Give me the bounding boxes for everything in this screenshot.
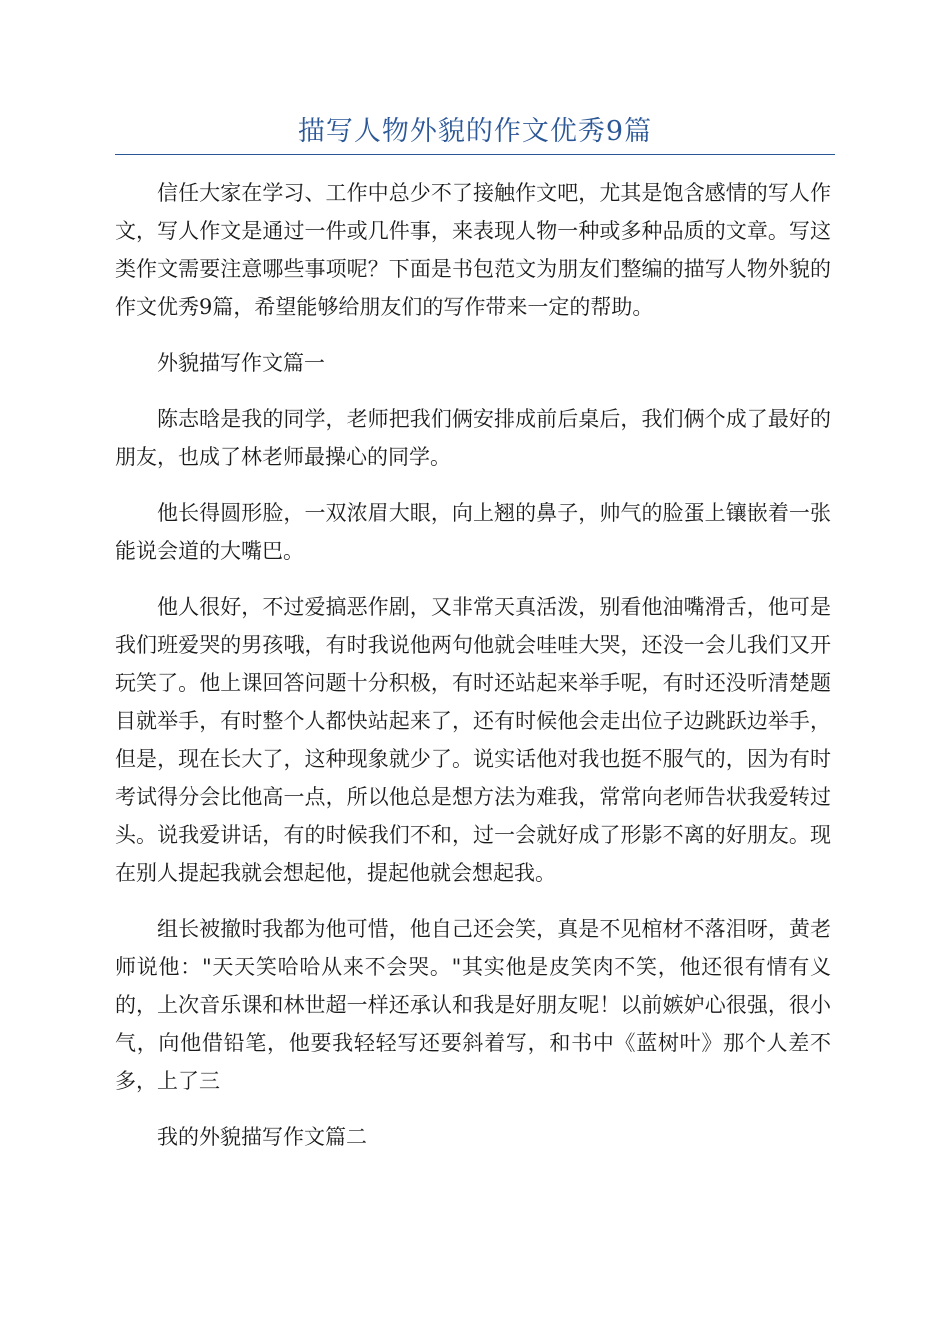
section-heading-2: 我的外貌描写作文篇二: [157, 1125, 367, 1149]
document-title: 描写人物外貌的作文优秀9篇: [297, 116, 653, 147]
body-paragraph: 他长得圆形脸，一双浓眉大眼，向上翘的鼻子，帅气的脸蛋上镶嵌着一张能说会道的大嘴巴。: [115, 501, 831, 563]
section-heading-1: 外貌描写作文篇一: [157, 351, 325, 375]
intro-paragraph: 信任大家在学习、工作中总少不了接触作文吧，尤其是饱含感情的写人作文，写人作文是通过一件或几件事，来表现人物一种或多种品质的文章。写这类作文需要注意哪些事项呢？下面是书包范文为朋友们整编的描写人物外貌的作文优秀9篇，希望能够给朋友们的写作带来一定的帮助。: [115, 181, 831, 319]
document-body: [115, 174, 831, 1174]
body-paragraph: 组长被撤时我都为他可惜，他自己还会笑，真是不见棺材不落泪呀，黄老师说他："天天笑哈哈从来不会哭。"其实他是皮笑肉不笑，他还很有情有义的，上次音乐课和林世超一样还承认和我是好朋友呢！以前嫉妒心很强，很小气，向他借铅笔，他要我轻轻写还要斜着写，和书中《蓝树叶》那个人差不多，上了三: [115, 917, 831, 1093]
title-underline: [115, 154, 835, 155]
body-paragraph: 他人很好，不过爱搞恶作剧，又非常天真活泼，别看他油嘴滑舌，他可是我们班爱哭的男孩哦，有时我说他两句他就会哇哇大哭，还没一会儿我们又开玩笑了。他上课回答问题十分积极，有时还站起来举手呢，有时还没听清楚题目就举手，有时整个人都快站起来了，还有时候他会走出位子边跳跃边举手，但是，现在长大了，这种现象就少了。说实话他对我也挺不服气的，因为有时考试得分会比他高一点，所以他总是想方法为难我，常常向老师告状我爱转过头。说我爱讲话，有的时候我们不和，过一会就好成了形影不离的好朋友。现在别人提起我就会想起他，提起他就会想起我。: [115, 595, 831, 885]
body-paragraph: 陈志晗是我的同学，老师把我们俩安排成前后桌后，我们俩个成了最好的朋友，也成了林老师最操心的同学。: [115, 407, 831, 469]
